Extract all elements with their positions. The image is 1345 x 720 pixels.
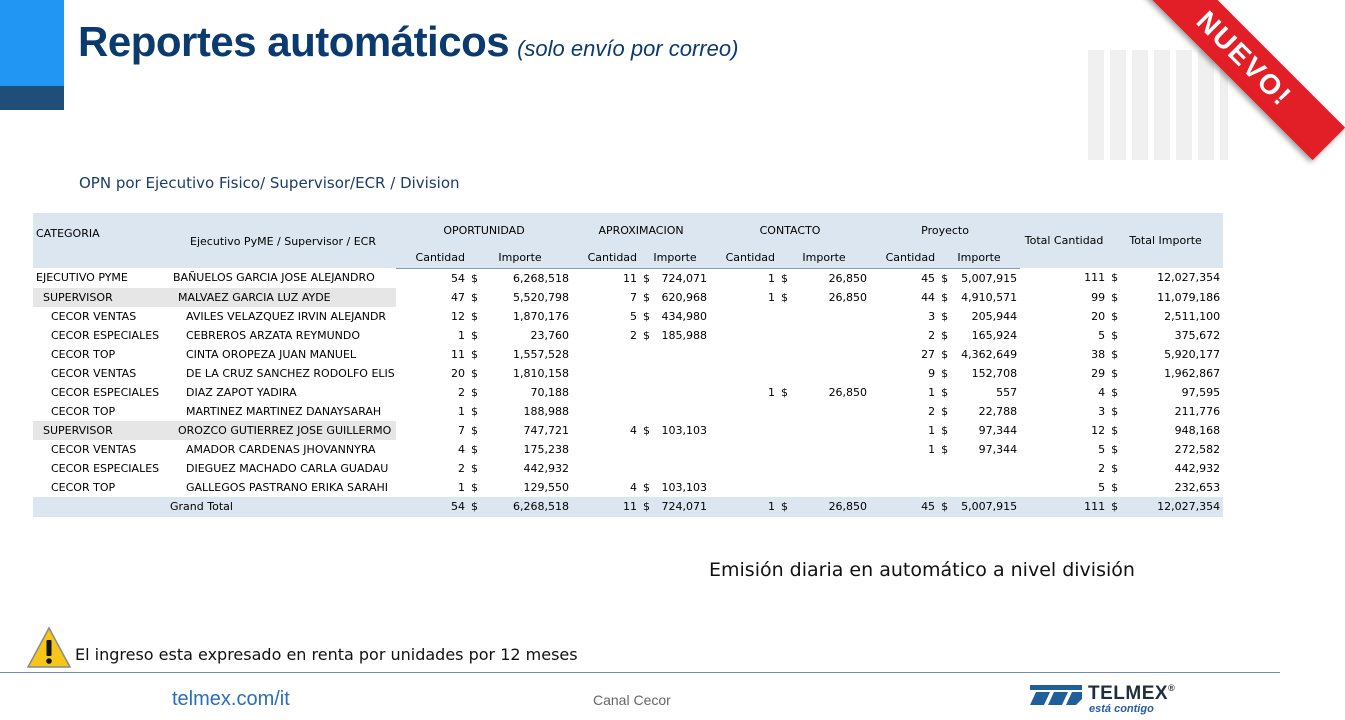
cell-categoria: CECOR VENTAS (51, 309, 137, 323)
cell-ap-currency: $ (643, 423, 651, 437)
cell-ap-currency: $ (643, 290, 651, 304)
cell-op-cantidad: 7 (458, 423, 465, 437)
cell-pr-cantidad: 1 (928, 385, 936, 399)
col-oportunidad: OPORTUNIDAD (396, 213, 572, 248)
grand-total-label: Grand Total (170, 497, 396, 517)
report-title: OPN por Ejecutivo Fisico/ Supervisor/ECR / Division (79, 174, 460, 192)
cell-categoria: CECOR TOP (51, 480, 116, 494)
cell-op-importe: 6,268,518 (513, 271, 570, 285)
report-table (33, 213, 1223, 517)
grand-total-row (33, 497, 1223, 517)
cell-pr-importe: 5,007,915 (961, 271, 1018, 285)
cell-pr-currency (938, 459, 951, 478)
cell-co-currency: $ (781, 271, 789, 285)
cell-op-importe: 70,188 (530, 385, 570, 399)
telmex-logo-mark: ® (1168, 683, 1176, 693)
cell-op-importe: 1,870,176 (513, 309, 570, 323)
col-ejecutivo: Ejecutivo PyME / Supervisor / ECR (170, 213, 396, 268)
cell-op-currency: $ (471, 404, 478, 418)
cell-categoria: CECOR VENTAS (51, 366, 137, 380)
cell-co-currency (778, 440, 791, 459)
cell-pr-currency: $ (941, 271, 949, 285)
cell-op-currency: $ (471, 309, 478, 323)
cell-total-cantidad: 5 (1098, 328, 1106, 342)
cell-co-currency (778, 345, 791, 364)
cell-co-importe: 26,850 (828, 271, 868, 285)
table-row (33, 345, 1223, 364)
cell-total-cantidad: 29 (1091, 366, 1106, 380)
cell-ap-cantidad (572, 440, 640, 459)
sub-cantidad: Cantidad (710, 248, 778, 268)
cell-co-cantidad (710, 307, 778, 326)
cell-ap-cantidad (572, 402, 640, 421)
cell-op-currency: $ (471, 461, 478, 475)
telmex-logo-icon (1030, 685, 1082, 707)
cell-op-importe: 129,550 (523, 480, 570, 494)
cell-co-cantidad (710, 364, 778, 383)
table-row (33, 402, 1223, 421)
cell-co-currency (778, 478, 791, 497)
cell-categoria: CECOR VENTAS (51, 442, 137, 456)
cell-pr-currency: $ (941, 366, 949, 380)
warning-text: El ingreso esta expresado en renta por unidades por 12 meses (75, 645, 578, 664)
cell-co-cantidad (710, 421, 778, 440)
cell-categoria: SUPERVISOR (33, 288, 170, 307)
cell-total-currency: $ (1111, 423, 1119, 437)
cell-co-cantidad (710, 402, 778, 421)
cell-pr-currency: $ (941, 442, 949, 456)
report-body (33, 268, 1223, 517)
cell-ap-currency (640, 345, 653, 364)
footer-divider (0, 672, 1280, 673)
cell-pr-importe: 97,344 (978, 423, 1018, 437)
cell-pr-currency: $ (941, 404, 949, 418)
cell-ap-currency: $ (643, 271, 651, 285)
cell-co-currency (778, 421, 791, 440)
table-row (33, 459, 1223, 478)
cell-total-cantidad: 5 (1098, 442, 1106, 456)
cell-ap-currency: $ (640, 497, 653, 517)
cell-ejecutivo: DIEGUEZ MACHADO CARLA GUADAU (186, 461, 389, 475)
cell-co-importe (791, 326, 870, 345)
sub-cantidad: Cantidad (870, 248, 938, 268)
cell-co-currency (778, 402, 791, 421)
cell-op-cantidad: 1 (458, 404, 465, 418)
cell-pr-cantidad: 1 (928, 442, 936, 456)
cell-total-currency: $ (1111, 461, 1119, 475)
cell-ap-importe (653, 383, 710, 402)
cell-pr-currency: $ (941, 309, 949, 323)
cell-co-importe (791, 421, 870, 440)
table-row (33, 421, 1223, 440)
cell-op-currency: $ (471, 385, 478, 399)
cell-total-cantidad: 111 (1084, 271, 1106, 285)
cell-total-importe: 12,027,354 (1157, 271, 1221, 285)
cell-total-cantidad: 2 (1098, 461, 1106, 475)
cell-co-cantidad (710, 345, 778, 364)
cell-op-cantidad: 54 (451, 271, 465, 285)
cell-ap-cantidad: 5 (630, 309, 638, 323)
table-row (33, 364, 1223, 383)
accent-bar-dark (0, 86, 64, 110)
cell-total-currency: $ (1111, 309, 1119, 323)
cell-ap-importe: 434,980 (661, 309, 708, 323)
new-ribbon (1110, 0, 1299, 160)
cell-pr-importe: 5,007,915 (951, 497, 1020, 517)
cell-co-cantidad (710, 478, 778, 497)
cell-co-cantidad: 1 (710, 497, 778, 517)
cell-op-cantidad: 47 (451, 290, 465, 304)
cell-ejecutivo: GALLEGOS PASTRANO ERIKA SARAHI (186, 480, 389, 494)
col-aproximacion: APROXIMACION (572, 213, 710, 248)
header-row (33, 213, 1223, 248)
cell-op-cantidad: 54 (396, 497, 468, 517)
cell-pr-cantidad: 45 (921, 271, 936, 285)
col-proyecto: Proyecto (870, 213, 1020, 248)
cell-op-importe: 175,238 (523, 442, 570, 456)
cell-co-cantidad: 1 (768, 290, 776, 304)
cell-categoria: SUPERVISOR (33, 421, 170, 440)
sub-cantidad: Cantidad (396, 248, 468, 268)
cell-total-importe: 232,653 (1174, 480, 1221, 494)
cell-ap-importe: 185,988 (661, 328, 708, 342)
accent-bar (0, 0, 64, 86)
cell-pr-cantidad: 9 (928, 366, 936, 380)
cell-total-currency: $ (1111, 385, 1119, 399)
warning-icon (26, 626, 72, 670)
cell-total-cantidad: 4 (1098, 385, 1106, 399)
cell-ap-currency: $ (643, 309, 651, 323)
cell-pr-cantidad: 2 (928, 328, 936, 342)
cell-op-currency: $ (471, 290, 478, 304)
cell-pr-currency: $ (938, 497, 951, 517)
sub-cantidad: Cantidad (572, 248, 640, 268)
cell-co-importe (791, 402, 870, 421)
cell-ap-importe: 724,071 (661, 271, 708, 285)
cell-op-importe: 5,520,798 (513, 290, 570, 304)
cell-total-cantidad: 12 (1091, 423, 1106, 437)
cell-pr-importe: 4,910,571 (961, 290, 1018, 304)
cell-ejecutivo: MALVAEZ GARCIA LUZ AYDE (170, 288, 396, 307)
cell-ap-cantidad: 11 (572, 497, 640, 517)
cell-pr-importe: 557 (996, 385, 1018, 399)
cell-co-importe (791, 440, 870, 459)
cell-ap-currency (640, 440, 653, 459)
cell-ap-cantidad (572, 459, 640, 478)
slide-title-text: Reportes automáticos (78, 18, 510, 65)
cell-co-cantidad (710, 459, 778, 478)
cell-op-cantidad: 12 (451, 309, 465, 323)
cell-pr-cantidad: 27 (921, 347, 936, 361)
cell-ap-currency (640, 383, 653, 402)
cell-total-currency: $ (1111, 404, 1119, 418)
cell-ap-currency: $ (643, 480, 651, 494)
cell-op-cantidad: 2 (458, 461, 465, 475)
cell-op-importe: 1,810,158 (513, 366, 570, 380)
cell-ejecutivo: DIAZ ZAPOT YADIRA (186, 385, 297, 399)
cell-pr-cantidad (870, 459, 938, 478)
cell-op-importe: 188,988 (523, 404, 570, 418)
cell-op-cantidad: 2 (458, 385, 465, 399)
cell-ejecutivo: MARTINEZ MARTINEZ DANAYSARAH (186, 404, 382, 418)
cell-total-cantidad: 3 (1098, 404, 1106, 418)
footer-url[interactable]: telmex.com/it (172, 688, 290, 710)
cell-total-importe: 375,672 (1174, 328, 1221, 342)
cell-ap-importe (653, 402, 710, 421)
cell-ap-importe (653, 459, 710, 478)
cell-co-cantidad (710, 440, 778, 459)
table-row (33, 326, 1223, 345)
cell-ap-cantidad (572, 364, 640, 383)
cell-ap-cantidad (572, 345, 640, 364)
telmex-logo-tagline: está contigo (1089, 703, 1154, 715)
cell-categoria: CECOR TOP (51, 404, 116, 418)
cell-co-importe (791, 345, 870, 364)
cell-ap-importe: 724,071 (653, 497, 710, 517)
cell-pr-currency: $ (941, 385, 949, 399)
cell-pr-importe: 97,344 (978, 442, 1018, 456)
cell-op-importe: 6,268,518 (481, 497, 572, 517)
cell-total-currency: $ (1111, 442, 1119, 456)
emision-note: Emisión diaria en automático a nivel división (709, 559, 1135, 581)
cell-total-currency: $ (1111, 271, 1119, 285)
new-ribbon-label: NUEVO! (1143, 0, 1345, 160)
cell-pr-cantidad: 45 (870, 497, 938, 517)
cell-op-currency: $ (471, 423, 478, 437)
cell-pr-importe: 165,924 (971, 328, 1018, 342)
cell-total-importe: 1,962,867 (1164, 366, 1221, 380)
sub-importe: Importe (468, 248, 572, 268)
cell-co-currency (778, 307, 791, 326)
cell-total-importe: 12,027,354 (1121, 497, 1223, 517)
cell-co-importe: 26,850 (828, 290, 868, 304)
cell-total-importe: 97,595 (1181, 385, 1221, 399)
slide-title (78, 18, 738, 66)
cell-pr-currency: $ (941, 423, 949, 437)
cell-categoria: EJECUTIVO PYME (36, 271, 128, 285)
cell-ap-cantidad: 4 (630, 423, 638, 437)
cell-categoria: CECOR TOP (51, 347, 116, 361)
footer-center-text: Canal Cecor (593, 692, 671, 708)
cell-pr-currency: $ (941, 347, 949, 361)
cell-ap-importe: 103,103 (661, 480, 708, 494)
cell-ejecutivo: AVILES VELAZQUEZ IRVIN ALEJANDR (186, 309, 387, 323)
cell-ap-cantidad: 2 (630, 328, 638, 342)
cell-co-cantidad: 1 (768, 385, 776, 399)
cell-op-currency: $ (468, 497, 481, 517)
cell-total-importe: 272,582 (1174, 442, 1221, 456)
cell-ap-importe: 103,103 (661, 423, 708, 437)
col-total-cantidad: Total Cantidad (1020, 213, 1108, 268)
table-row (33, 383, 1223, 402)
cell-ap-currency (640, 364, 653, 383)
cell-ejecutivo: BAÑUELOS GARCIA JOSE ALEJANDRO (173, 271, 375, 285)
cell-co-importe: 26,850 (828, 385, 868, 399)
cell-co-currency (778, 364, 791, 383)
cell-total-cantidad: 111 (1020, 497, 1108, 517)
cell-op-cantidad: 11 (451, 347, 465, 361)
cell-op-currency: $ (471, 347, 478, 361)
cell-ejecutivo: AMADOR CARDENAS JHOVANNYRA (186, 442, 376, 456)
cell-op-importe: 747,721 (523, 423, 570, 437)
cell-co-importe (791, 459, 870, 478)
table-row (33, 268, 1223, 288)
cell-ap-cantidad: 11 (623, 271, 638, 285)
cell-co-currency: $ (781, 385, 789, 399)
cell-total-currency: $ (1111, 290, 1119, 304)
cell-total-importe: 11,079,186 (1157, 290, 1221, 304)
table-row (33, 307, 1223, 326)
cell-total-cantidad: 99 (1091, 290, 1106, 304)
cell-op-importe: 1,557,528 (513, 347, 570, 361)
cell-pr-importe (951, 478, 1020, 497)
telmex-logo-word: TELMEX (1088, 683, 1169, 704)
cell-op-cantidad: 4 (458, 442, 465, 456)
cell-total-importe: 442,932 (1174, 461, 1221, 475)
cell-pr-currency: $ (941, 290, 949, 304)
sub-importe: Importe (778, 248, 870, 268)
cell-pr-currency: $ (941, 328, 949, 342)
cell-total-currency: $ (1111, 347, 1119, 361)
cell-op-cantidad: 1 (458, 328, 465, 342)
cell-ap-importe: 620,968 (661, 290, 708, 304)
col-total-importe: Total Importe (1108, 213, 1223, 268)
cell-op-cantidad: 20 (451, 366, 465, 380)
cell-total-currency: $ (1111, 480, 1119, 494)
cell-op-currency: $ (471, 366, 478, 380)
sub-importe: Importe (938, 248, 1020, 268)
cell-op-currency: $ (471, 271, 478, 285)
cell-pr-cantidad (870, 478, 938, 497)
cell-pr-currency (938, 478, 951, 497)
telmex-logo-name (1088, 683, 1175, 705)
table-row (33, 288, 1223, 307)
cell-op-currency: $ (471, 480, 478, 494)
cell-op-currency: $ (471, 328, 478, 342)
cell-ejecutivo: CEBREROS ARZATA REYMUNDO (186, 328, 361, 342)
cell-ejecutivo: CINTA OROPEZA JUAN MANUEL (186, 347, 357, 361)
cell-pr-cantidad: 3 (928, 309, 936, 323)
cell-co-currency: $ (781, 290, 789, 304)
cell-categoria: CECOR ESPECIALES (51, 461, 160, 475)
cell-co-currency (778, 459, 791, 478)
cell-ap-importe (653, 440, 710, 459)
cell-ap-currency (640, 459, 653, 478)
cell-empty (33, 497, 170, 517)
cell-op-importe: 23,760 (530, 328, 570, 342)
cell-total-importe: 5,920,177 (1164, 347, 1221, 361)
cell-ap-currency: $ (643, 328, 651, 342)
cell-ejecutivo: DE LA CRUZ SANCHEZ RODOLFO ELIS (186, 366, 395, 380)
cell-co-importe (791, 478, 870, 497)
cell-ap-cantidad (572, 383, 640, 402)
cell-co-currency: $ (778, 497, 791, 517)
cell-total-currency: $ (1111, 366, 1119, 380)
cell-co-importe (791, 364, 870, 383)
cell-op-importe: 442,932 (523, 461, 570, 475)
cell-co-cantidad (710, 326, 778, 345)
col-contacto: CONTACTO (710, 213, 870, 248)
cell-total-cantidad: 20 (1091, 309, 1106, 323)
cell-co-importe: 26,850 (791, 497, 870, 517)
cell-ap-currency (640, 402, 653, 421)
cell-co-currency (778, 326, 791, 345)
cell-pr-cantidad: 1 (928, 423, 936, 437)
cell-op-cantidad: 1 (458, 480, 465, 494)
cell-co-cantidad: 1 (768, 271, 776, 285)
cell-total-currency: $ (1108, 497, 1121, 517)
cell-ap-importe (653, 364, 710, 383)
cell-total-currency: $ (1111, 328, 1119, 342)
cell-pr-importe: 22,788 (978, 404, 1018, 418)
cell-total-importe: 948,168 (1174, 423, 1221, 437)
table-row (33, 440, 1223, 459)
cell-co-importe (791, 307, 870, 326)
cell-categoria: CECOR ESPECIALES (51, 385, 160, 399)
cell-pr-importe: 4,362,649 (961, 347, 1018, 361)
cell-total-cantidad: 38 (1091, 347, 1106, 361)
cell-ap-cantidad: 7 (630, 290, 638, 304)
cell-pr-importe (951, 459, 1020, 478)
cell-pr-cantidad: 2 (928, 404, 936, 418)
cell-pr-importe: 152,708 (971, 366, 1018, 380)
cell-ejecutivo: OROZCO GUTIERREZ JOSE GUILLERMO (170, 421, 396, 440)
cell-total-importe: 211,776 (1174, 404, 1221, 418)
cell-categoria: CECOR ESPECIALES (51, 328, 160, 342)
cell-total-importe: 2,511,100 (1164, 309, 1221, 323)
cell-pr-importe: 205,944 (971, 309, 1018, 323)
table-row (33, 478, 1223, 497)
sub-importe: Importe (640, 248, 710, 268)
col-categoria: CATEGORIA (33, 213, 170, 268)
cell-ap-importe (653, 345, 710, 364)
slide-subtitle: (solo envío por correo) (517, 36, 739, 61)
cell-pr-cantidad: 44 (921, 290, 936, 304)
cell-op-currency: $ (471, 442, 478, 456)
cell-ap-cantidad: 4 (630, 480, 638, 494)
cell-total-cantidad: 5 (1098, 480, 1106, 494)
